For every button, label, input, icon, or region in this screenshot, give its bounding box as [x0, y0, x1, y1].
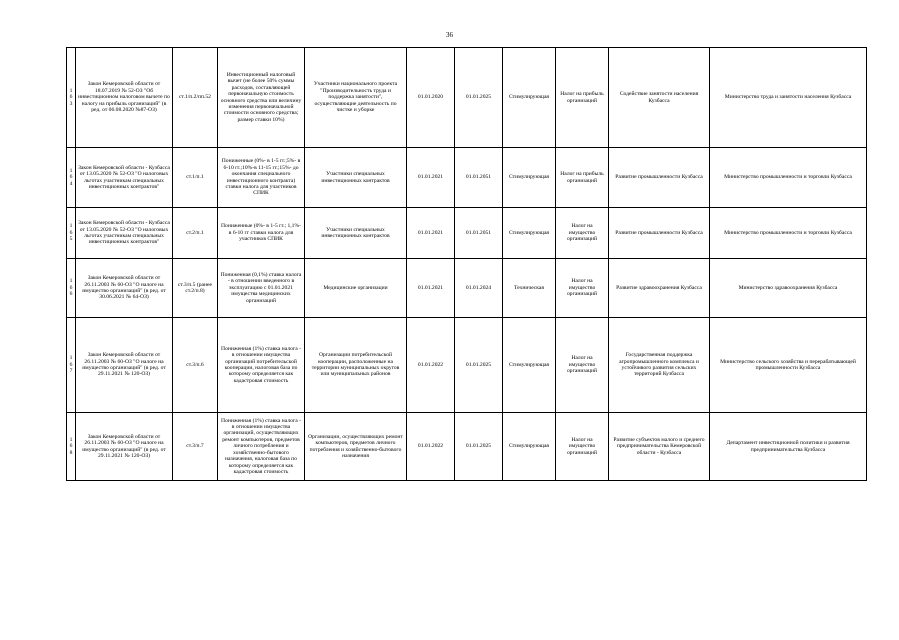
curator: Министерство сельского хозяйства и перерабатывающей промышленности Кузбасса — [710, 318, 867, 413]
state-program: Развитие здравоохранения Кузбасса — [609, 259, 710, 318]
end-date: 01.01.2025 — [455, 318, 503, 413]
state-program: Содействие занятости населения Кузбасса — [609, 48, 710, 148]
curator: Министерство труда и занятости населения Кузбасса — [710, 48, 867, 148]
row-number: 164 — [67, 148, 76, 208]
row-number: 168 — [67, 413, 76, 481]
table-row — [67, 413, 867, 481]
benefit-description: Пониженная (1%) ставка налога - в отношении имущества организаций потребительской кооперации, налоговая база по которому определяется как кадастровая стоимость — [218, 318, 305, 413]
article-reference: ст.3/п.7 — [173, 413, 218, 481]
recipients: Организации потребительской кооперации, расположенные на территории муниципальных округов или муниципальных районов — [305, 318, 407, 413]
row-number: 165 — [67, 208, 76, 259]
article-reference: ст.3/п.6 — [173, 318, 218, 413]
benefit-type: Стимулирующая — [503, 148, 556, 208]
benefit-description: Пониженные (0%- в 1-5 гг.; 1,1%- в 6-10 гг ставки налога для участников СПИК — [218, 208, 305, 259]
end-date: 01.01.2025 — [455, 413, 503, 481]
tax-benefits-table — [66, 47, 867, 481]
curator: Министерство промышленности и торговли Кузбасса — [710, 148, 867, 208]
benefit-type: Стимулирующая — [503, 48, 556, 148]
table-row — [67, 318, 867, 413]
table-row — [67, 148, 867, 208]
recipients: Медицинские организации — [305, 259, 407, 318]
start-date: 01.01.2022 — [407, 318, 455, 413]
article-reference: ст.2/п.1 — [173, 208, 218, 259]
end-date: 01.01.2025 — [455, 48, 503, 148]
end-date: 01.01.2051 — [455, 148, 503, 208]
start-date: 01.01.2021 — [407, 259, 455, 318]
benefit-description: Пониженная (0,1%) ставка налога - в отношении введенного в эксплуатацию с 01.01.2021 имущества медицинских организаций — [218, 259, 305, 318]
curator: Министерство промышленности и торговли Кузбасса — [710, 208, 867, 259]
recipients: Участники специальных инвестиционных контрактов — [305, 208, 407, 259]
recipients: Участники специальных инвестиционных контрактов — [305, 148, 407, 208]
tax-name: Налог на имущество организаций — [556, 208, 609, 259]
state-program: Развитие субъектов малого и среднего предпринимательства Кемеровской области - Кузбасса — [609, 413, 710, 481]
benefit-description: Пониженная (1%) ставка налога - в отношении имущества организаций, осуществляющих ремонт компьютеров, предметов личного потребления и хозяйственно-бытового назначения, налоговая база по которому определяется как кадастровая стоимость — [218, 413, 305, 481]
curator: Министерство здравоохранения Кузбасса — [710, 259, 867, 318]
benefit-description: Инвестиционный налоговый вычет (не более 50% суммы расходов, составляющей первоначальную стоимость основного средства или величину изменения первоначальной стоимости основного средства; размер ставки 10%) — [218, 48, 305, 148]
end-date: 01.01.2024 — [455, 259, 503, 318]
benefit-type: Стимулирующая — [503, 208, 556, 259]
row-number: 166 — [67, 259, 76, 318]
article-reference: ст.1/п.2/пп.52 — [173, 48, 218, 148]
law-reference: Закон Кемеровской области от 26.11.2003 № 60-ОЗ "О налоге на имущество организаций" (в ред. от 29.11.2021 № 120-ОЗ) — [76, 413, 173, 481]
state-program: Развитие промышленности Кузбасса — [609, 148, 710, 208]
page-number: 36 — [446, 31, 453, 39]
tax-name: Налог на прибыль организаций — [556, 148, 609, 208]
row-number: 167 — [67, 318, 76, 413]
table-row — [67, 48, 867, 148]
start-date: 01.01.2021 — [407, 148, 455, 208]
start-date: 01.01.2020 — [407, 48, 455, 148]
benefit-description: Пониженные (0%- в 1-5 гг.;5%- в 6-10 гг.;10%-в 11-15 гг.;15%- до окончания специального инвестиционного контракта) ставки налога для участников СПИК — [218, 148, 305, 208]
state-program: Развитие промышленности Кузбасса — [609, 208, 710, 259]
benefit-type: Стимулирующая — [503, 318, 556, 413]
tax-name: Налог на прибыль организаций — [556, 48, 609, 148]
article-reference: ст.1/п.1 — [173, 148, 218, 208]
table-row — [67, 208, 867, 259]
tax-name: Налог на имущество организаций — [556, 318, 609, 413]
benefit-type: Стимулирующая — [503, 413, 556, 481]
law-reference: Закон Кемеровской области от 18.07.2019 № 52-ОЗ "Об инвестиционном налоговом вычете по налогу на прибыль организаций" (в ред. от 06.08.2020 №87-ОЗ) — [76, 48, 173, 148]
start-date: 01.01.2022 — [407, 413, 455, 481]
tax-name: Налог на имущество организаций — [556, 413, 609, 481]
state-program: Государственная поддержка агропромышленного комплекса и устойчивого развития сельских территорий Кузбасса — [609, 318, 710, 413]
table-row — [67, 259, 867, 318]
recipients: Организации, осуществляющих ремонт компьютеров, предметов личного потребления и хозяйственно-бытового назначения — [305, 413, 407, 481]
law-reference: Закон Кемеровской области от 26.11.2003 № 60-ОЗ "О налоге на имущество организаций" (в ред. от 30.06.2021 № 64-ОЗ) — [76, 259, 173, 318]
tax-name: Налог на имущество организаций — [556, 259, 609, 318]
law-reference: Закон Кемеровской области - Кузбасса от 13.05.2020 № 52-ОЗ "О налоговых льготах участникам специальных инвестиционных контрактов" — [76, 208, 173, 259]
benefit-type: Техническая — [503, 259, 556, 318]
row-number: 163 — [67, 48, 76, 148]
law-reference: Закон Кемеровской области - Кузбасса от 13.05.2020 № 52-ОЗ "О налоговых льготах участникам специальных инвестиционных контрактов" — [76, 148, 173, 208]
curator: Департамент инвестиционной политики и развития предпринимательства Кузбасса — [710, 413, 867, 481]
recipients: Участники национального проекта "Производительность труда и поддержка занятости", осуществляющие деятельность по чистке и уборке — [305, 48, 407, 148]
start-date: 01.01.2021 — [407, 208, 455, 259]
law-reference: Закон Кемеровской области от 26.11.2003 № 60-ОЗ "О налоге на имущество организаций" (в ред. от 29.11.2021 № 120-ОЗ) — [76, 318, 173, 413]
article-reference: ст.3/п.5 (ранее ст.2/п.8) — [173, 259, 218, 318]
end-date: 01.01.2051 — [455, 208, 503, 259]
